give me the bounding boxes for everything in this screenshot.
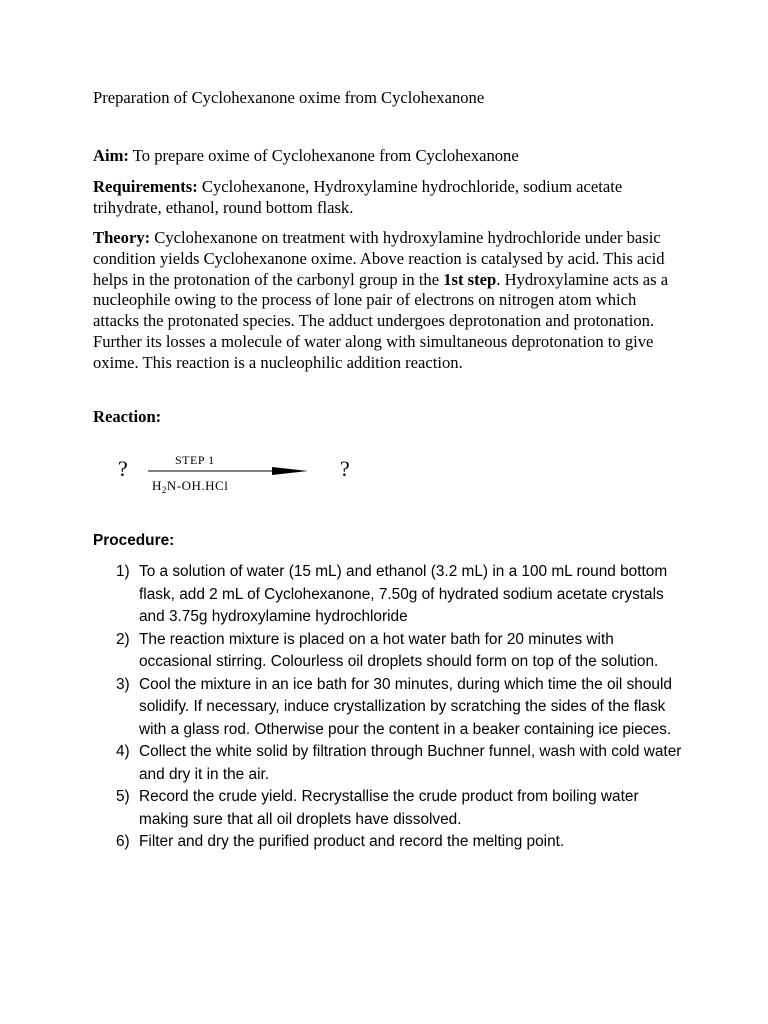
step-text: Cool the mixture in an ice bath for 30 minutes, during which time the oil should solidify. If necessary, induce crystallization by scratching the sides of the flask with a glass rod. Otherwise pour the content in a beaker containing ice pieces. <box>139 675 672 738</box>
document-title: Preparation of Cyclohexanone oxime from Cyclohexanone <box>93 88 485 107</box>
reaction-heading <box>93 407 683 428</box>
step-number: 1) <box>116 563 130 580</box>
step-text: Collect the white solid by filtration through Buchner funnel, wash with cold water and dry it in the air. <box>139 743 682 783</box>
reaction-scheme <box>110 450 370 495</box>
step-number: 2) <box>116 630 130 648</box>
procedure-step <box>93 561 683 629</box>
requirements-text: Cyclohexanone, Hydroxylamine hydrochloride, sodium acetate trihydrate, ethanol, round bottom flask. <box>93 177 623 217</box>
theory-text-before: Cyclohexanone on treatment with hydroxylamine hydrochloride under basic condition yields Cyclohexanone oxime. Above reaction is catalysed by acid. This acid helps in the protonation of the carbonyl group in the <box>93 228 665 289</box>
product-placeholder: ? <box>340 456 350 481</box>
aim-label: Aim: <box>93 146 129 165</box>
reaction-heading-label: Reaction: <box>93 407 162 426</box>
step-number: 4) <box>116 743 130 760</box>
step-text: Record the crude yield. Recrystallise the crude product from boiling water making sure that all oil droplets have dissolved. <box>139 788 639 828</box>
procedure-step <box>93 741 683 786</box>
reactant-placeholder: ? <box>118 456 128 481</box>
procedure-step <box>93 674 683 742</box>
requirements-paragraph <box>93 177 683 219</box>
step-label: STEP 1 <box>175 453 215 467</box>
reaction-arrow-head <box>272 467 308 475</box>
step-number: 5) <box>116 788 130 805</box>
theory-text-after: . Hydroxylamine acts as a nucleophile owing to the process of lone pair of electrons on nitrogen atom which attacks the protonated species. The adduct undergoes deprotonation and protonation. Further its losses a molecule of water along with simultaneous deprotonation to give oxime. This reaction is a nucleophilic addition reaction. <box>93 269 669 372</box>
procedure-list <box>93 561 683 854</box>
reagent-label: $H_2N-OH.HCl$ <box>152 478 229 495</box>
requirements-label: Requirements: <box>93 177 198 196</box>
step-text: The reaction mixture is placed on a hot water bath for 20 minutes with occasional stirring. Colourless oil droplets should form on top of the solution. <box>139 630 659 670</box>
step-number: 3) <box>116 675 130 693</box>
procedure-step <box>93 831 683 854</box>
theory-label: Theory: <box>93 228 151 247</box>
step-text: Filter and dry the purified product and record the melting point. <box>139 833 565 850</box>
step-text: To a solution of water (15 mL) and ethanol (3.2 mL) in a 100 mL round bottom flask, add 2 mL of Cyclohexanone, 7.50g of hydrated sodium acetate crystals and 3.75g hydroxylamine hydrochloride <box>139 563 668 625</box>
theory-paragraph <box>93 228 683 374</box>
procedure-heading: Procedure: <box>93 532 175 549</box>
step-number: 6) <box>116 833 130 850</box>
aim-text: To prepare oxime of Cyclohexanone from Cyclohexanone <box>128 146 519 165</box>
theory-bold-step: 1st step <box>443 269 497 289</box>
procedure-step <box>93 786 683 831</box>
procedure-step <box>93 629 683 674</box>
aim-paragraph <box>93 146 683 167</box>
